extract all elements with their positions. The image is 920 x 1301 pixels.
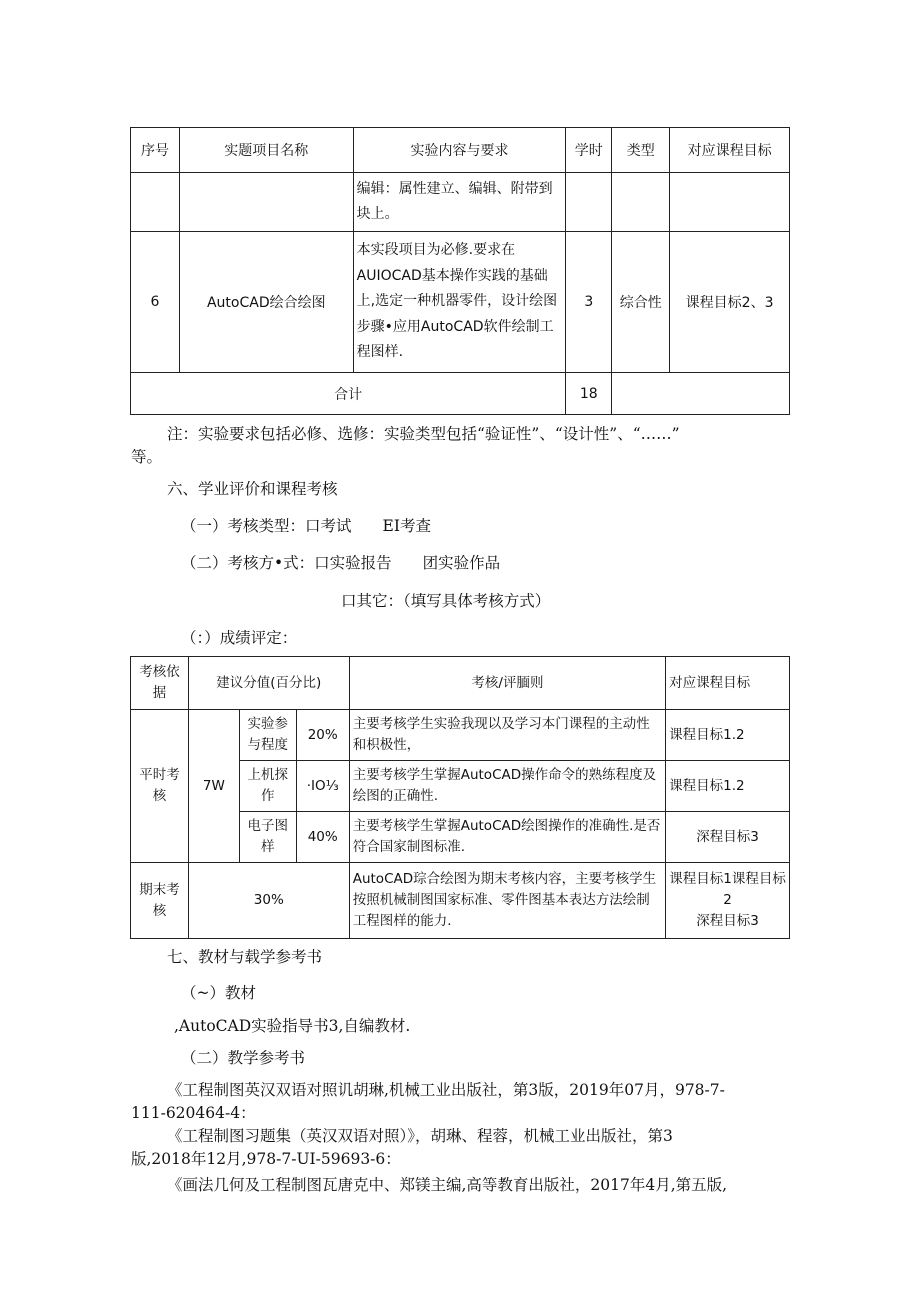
reference-subheading: （二）教学参考书: [181, 1049, 306, 1067]
note-line-2: 等。: [131, 448, 163, 466]
header-cell: 类型: [612, 128, 670, 173]
reference-1-line-2: 111-620464-4：: [131, 1104, 256, 1122]
reference-2-line-1: 《工程制图习题集（英汉双语对照）》，胡琳、程蓉，机械工业出版社，第3: [167, 1127, 673, 1145]
textbook-subheading: （~）教材: [181, 984, 256, 1002]
table-row: [131, 232, 790, 373]
item-name: 上机探作: [239, 761, 296, 812]
goal-cell: 课程目标2、3: [670, 232, 790, 373]
final-label: 期末考核: [131, 863, 189, 939]
header-cell: 学时: [566, 128, 612, 173]
empty-cell: [612, 373, 790, 415]
experiment-table: [130, 127, 790, 415]
grade-heading: （：）成绩评定：: [181, 629, 298, 647]
item-goal: 课程目标1.2: [666, 710, 790, 761]
final-goal-b: 深程目标3: [696, 913, 759, 929]
final-goal-a: 课程目标1课程目标2: [669, 871, 786, 908]
hours-cell: 3: [566, 232, 612, 373]
header-rule: 考核/评腼则: [349, 657, 665, 710]
note-line-1: 注：实验要求包括必修、选修：实验类型包括“验证性”、“设计性”、“……”: [167, 425, 680, 443]
header-cell: 序号: [131, 128, 180, 173]
row-number: 6: [131, 232, 180, 373]
evaluation-table: [130, 656, 790, 939]
header-goal: 对应课程目标: [666, 657, 790, 710]
item-rule: 主要考核学生掌握AutoCAD绘图操作的准确性.是否符合国家制图标准.: [349, 812, 665, 863]
header-cell: 实题项目名称: [179, 128, 353, 173]
item-pct: 20%: [296, 710, 349, 761]
item-pct: ·IO⅓: [296, 761, 349, 812]
textbook-entry: ,AutoCAD实验指导书3,自编教材.: [174, 1017, 411, 1035]
usual-weight: 7W: [188, 710, 239, 863]
content-cell: 编辑：属性建立、编辑、附帯到块上。: [353, 173, 566, 232]
total-row: [131, 373, 790, 415]
final-goal: [666, 863, 790, 939]
assessment-other-line: 口其它：（填写具体考核方式）: [341, 592, 551, 610]
header-basis: 考核依据: [131, 657, 189, 710]
item-goal: 深程目标3: [666, 812, 790, 863]
table-header-row: [131, 657, 790, 710]
table-row: [131, 173, 790, 232]
item-goal: 课程目标1.2: [666, 761, 790, 812]
empty-cell: [670, 173, 790, 232]
header-cell: 对应课程目标: [670, 128, 790, 173]
reference-3-line-1: 《画法几何及工程制图瓦唐克中、郑镁主编,高等教育出版社，2017年4月,第五版,: [167, 1176, 728, 1194]
final-rule: AutoCAD琮合绘图为期末考核内容，主要考核学生按照机械制图国家标准、零件图基本表达方法绘制工程图样的能力.: [349, 863, 665, 939]
table-row: [131, 863, 790, 939]
item-name: 电子图样: [239, 812, 296, 863]
item-name: 实验参与程度: [239, 710, 296, 761]
reference-2-line-2: 版,2018年12月,978-7-UI-59693-6：: [131, 1150, 401, 1168]
usual-label: 平时考核: [131, 710, 189, 863]
table-row: [131, 710, 790, 761]
empty-cell: [131, 173, 180, 232]
type-cell: 综合性: [612, 232, 670, 373]
section-7-heading: 七、教材与载学参考书: [167, 948, 323, 966]
empty-cell: [566, 173, 612, 232]
section-6-heading: 六、学业评价和课程考核: [167, 480, 338, 498]
total-label: 合计: [131, 373, 566, 415]
item-rule: 主要考核学生掌握AutoCAD操作命令的熟练程度及绘图的正确性.: [349, 761, 665, 812]
table-header-row: [131, 128, 790, 173]
header-weight: 建议分值(百分比): [188, 657, 349, 710]
assessment-type-line: （一）考核类型：口考试 EI考查: [181, 517, 431, 535]
reference-1-line-1: 《工程制图英汉双语对照讥胡琳,机械工业出版社，第3版，2019年07月，978-7-: [167, 1081, 725, 1099]
project-name: AutoCAD绘合绘图: [179, 232, 353, 373]
assessment-method-line: （二）考核方•式：口实验报告 团实验作品: [181, 554, 501, 572]
empty-cell: [179, 173, 353, 232]
item-pct: 40%: [296, 812, 349, 863]
final-weight: 30%: [188, 863, 349, 939]
empty-cell: [612, 173, 670, 232]
item-rule: 主要考核学生实验我现以及学习本门课程的主动性和枳极性，: [349, 710, 665, 761]
total-hours: 18: [566, 373, 612, 415]
content-cell: 本实段项目为必修.要求在AUIOCAD基本操作实践的基础上,选定一种机器零件，设计绘图步骤•应用AutoCAD软件绘制工程图样.: [353, 232, 566, 373]
header-cell: 实验内容与要求: [353, 128, 566, 173]
